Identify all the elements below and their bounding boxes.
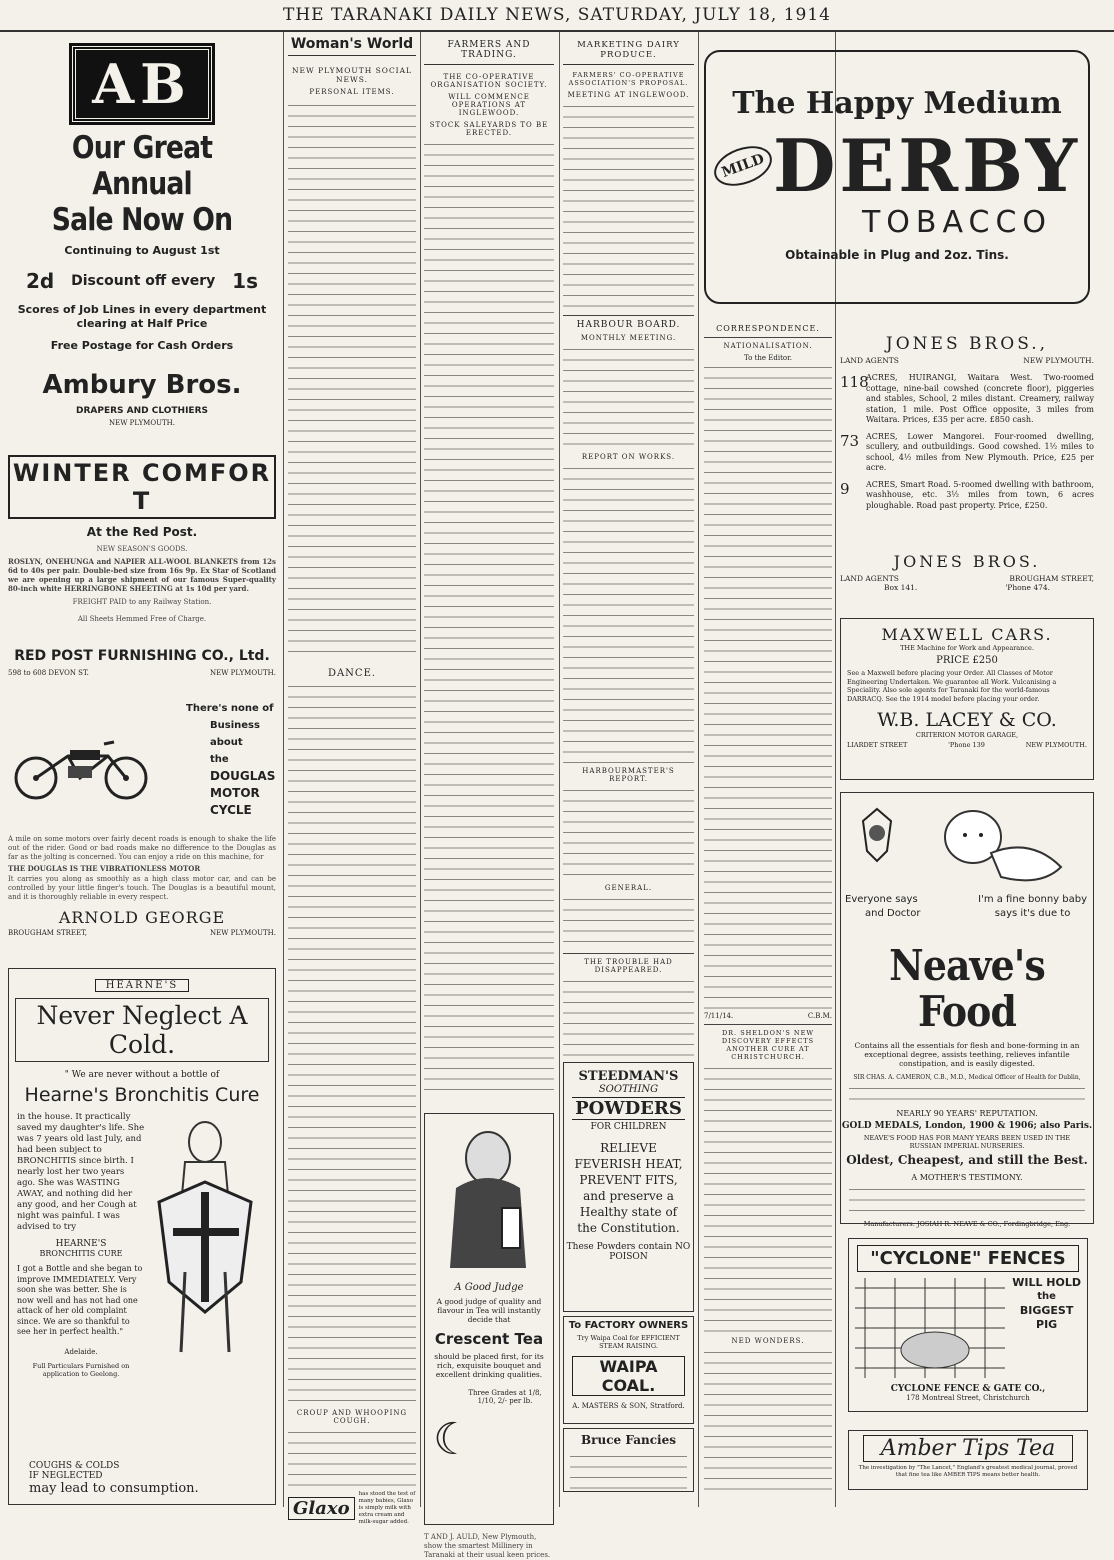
hearne-warning-2: IF NEGLECTED bbox=[29, 1471, 103, 1481]
steedman-soothing: SOOTHING bbox=[598, 1084, 659, 1095]
subheading: WILL COMMENCE OPERATIONS AT INGLEWOOD. bbox=[448, 93, 530, 117]
subheading: NED WONDERS. bbox=[731, 1337, 805, 1345]
correspondence-column bbox=[704, 320, 832, 1508]
jones-listing bbox=[840, 480, 1094, 512]
derby-title: The Happy Medium bbox=[732, 86, 1062, 121]
jones-listing-text: ACRES, HUIRANGI, Waitara West. Two-roomed cottage, nine-bail cowshed (concrete floor), piggeries and stables, School, 2 miles distant. Creamery, railway station, 1 mile. Post Office opposite, 3 miles from Waitara. Prices, £35 per acre. £850 cash. bbox=[866, 373, 1094, 424]
subheading: CROUP AND WHOOPING COUGH. bbox=[296, 1409, 408, 1425]
hearne-warning-3: may lead to consumption. bbox=[29, 1481, 199, 1496]
steedman-no-poison: These Powders contain NO POISON bbox=[566, 1242, 691, 1262]
hearne-testimony: in the house. It practically saved my daughter's life. She was 7 years old last July, and had been subject to BRONCHITIS since birth. I nearly lost her two years ago. She was WASTING AWAY, and nothing did her any good, and her Cough at night was painful. I was advised to try bbox=[17, 1112, 145, 1232]
jones-listings bbox=[840, 373, 1094, 511]
lacey-garage: CRITERION MOTOR GARAGE, bbox=[915, 731, 1019, 739]
subheading: DR. SHELDON'S NEW DISCOVERY EFFECTS ANOTHER CURE AT CHRISTCHURCH. bbox=[721, 1029, 815, 1061]
jones-agents: LAND AGENTS bbox=[840, 356, 899, 365]
bruce-advert bbox=[563, 1428, 694, 1492]
article-body bbox=[563, 344, 694, 449]
neave-gold: GOLD MEDALS, London, 1900 & 1906; also Paris. bbox=[841, 1121, 1093, 1131]
neave-nursery: NEAVE'S FOOD HAS FOR MANY YEARS BEEN USED IN THE RUSSIAN IMPERIAL NURSERIES. bbox=[863, 1134, 1071, 1150]
subheading: MONTHLY MEETING. bbox=[580, 334, 677, 342]
hearne-testimony-2: I got a Bottle and she began to improve IMMEDIATELY. Very soon she was better. She is now well and has not had one attack of her old complaint since. We are so thankful to see her in perfect health." bbox=[17, 1264, 143, 1336]
neave-body: Contains all the essentials for flesh and bone-forming in an exceptional degree, assists teething, relieves infantile constipation, and is easily digested. bbox=[854, 1041, 1080, 1068]
ambury-advert bbox=[8, 38, 276, 448]
ab-logo: AB bbox=[72, 46, 212, 122]
marketing-column bbox=[563, 36, 694, 1508]
subheading: GENERAL. bbox=[604, 884, 653, 892]
subheading: HARBOUR BOARD. bbox=[576, 320, 681, 330]
subheading: STOCK SALEYARDS TO BE ERECTED. bbox=[429, 121, 549, 137]
article-body bbox=[704, 1063, 832, 1333]
knight-shield-icon bbox=[145, 1112, 265, 1362]
ab-discount bbox=[26, 269, 258, 293]
redpost-sub: At the Red Post. bbox=[86, 525, 198, 539]
motorcycle-icon bbox=[8, 722, 158, 802]
lacey-firm: W.B. LACEY & CO. bbox=[877, 709, 1057, 731]
judge-body: A good judge of quality and flavour in Tea will instantly decide that bbox=[436, 1297, 542, 1324]
douglas-brand: DOUGLAS bbox=[210, 769, 276, 783]
ab-continuing: Continuing to August 1st bbox=[64, 244, 220, 257]
douglas-line-3: the bbox=[210, 754, 229, 765]
royal-crest-icon bbox=[847, 801, 907, 881]
ab-discount-amount: 2d bbox=[26, 269, 55, 293]
jones-box: Box 141. bbox=[883, 583, 918, 592]
redpost-headline: WINTER COMFOR T bbox=[8, 455, 276, 519]
jones-town: NEW PLYMOUTH. bbox=[1023, 356, 1094, 365]
subheading: DANCE. bbox=[327, 668, 377, 679]
column-title: MARKETING DAIRY PRODUCE. bbox=[563, 40, 694, 65]
neave-mother: A MOTHER'S TESTIMONY. bbox=[911, 1173, 1023, 1182]
hearne-product: Hearne's Bronchitis Cure bbox=[24, 1084, 260, 1106]
redpost-firm: RED POST FURNISHING CO., Ltd. bbox=[14, 648, 270, 664]
ab-discount-text: Discount off every bbox=[71, 273, 216, 289]
jones-listing-text: ACRES, Smart Road. 5-roomed dwelling with bathroom, washhouse, etc. 3½ miles from town, 6 acres ploughable. Road past property. Price, £250. bbox=[866, 479, 1094, 510]
article-body bbox=[563, 785, 694, 880]
maxwell-title: MAXWELL CARS. bbox=[881, 625, 1053, 644]
neave-says-1: Everyone says bbox=[845, 894, 918, 905]
column-title: CORRESPONDENCE. bbox=[716, 324, 820, 333]
maxwell-sub: THE Machine for Work and Appearance. bbox=[900, 644, 1034, 652]
redpost-freight: FREIGHT PAID to any Railway Station. bbox=[72, 598, 212, 606]
redpost-advert bbox=[8, 455, 276, 690]
derby-brand: DERBY bbox=[772, 123, 1082, 208]
douglas-brand-2: MOTOR bbox=[210, 786, 260, 800]
fence-icon bbox=[855, 1278, 1005, 1378]
lacey-phone: 'Phone 139 bbox=[948, 741, 985, 749]
redpost-address: 598 to 608 DEVON ST. bbox=[8, 669, 89, 677]
letter-sign: C.B.M. bbox=[807, 1012, 832, 1020]
crescent-grades: Three Grades at 1/8, 1/10, 2/- per lb. bbox=[468, 1389, 542, 1405]
neave-baby-2: says it's due to bbox=[994, 908, 1071, 919]
redpost-address-row bbox=[8, 669, 276, 677]
steedman-brand: STEEDMAN'S bbox=[578, 1069, 679, 1084]
hearne-headline: Never Neglect A Cold. bbox=[15, 998, 269, 1062]
subheading: FARMERS' CO-OPERATIVE ASSOCIATION'S PROPOSAL. bbox=[568, 71, 689, 87]
article-body bbox=[563, 976, 694, 1056]
ab-headline-2: Sale Now On bbox=[51, 202, 233, 238]
jones-agents-2: LAND AGENTS bbox=[840, 574, 899, 583]
waipa-coal-advert bbox=[563, 1316, 694, 1424]
article-body bbox=[704, 1347, 832, 1492]
douglas-intro: There's none of bbox=[186, 703, 274, 714]
cyclone-firm: CYCLONE FENCE & GATE CO., bbox=[890, 1384, 1046, 1394]
waipa-body: Try Waipa Coal for EFFICIENT STEAM RAISING. bbox=[577, 1334, 680, 1350]
womans-world-column bbox=[288, 36, 416, 1525]
judge-icon bbox=[426, 1118, 552, 1278]
glaxo-logo: Glaxo bbox=[288, 1497, 355, 1520]
subheading: PERSONAL ITEMS. bbox=[309, 88, 395, 96]
subheading: MEETING AT INGLEWOOD. bbox=[567, 91, 690, 99]
maxwell-price: PRICE £250 bbox=[936, 655, 998, 666]
auld-notice: T AND J. AULD, New Plymouth, show the smartest Millinery in Taranaki at their usual keen prices. bbox=[424, 1533, 551, 1559]
cyclone-hold-3: BIGGEST bbox=[1019, 1304, 1074, 1317]
redpost-sheets: All Sheets Hemmed Free of Charge. bbox=[77, 615, 207, 623]
hearne-place: Adelaide. bbox=[64, 1347, 98, 1356]
ab-trade: DRAPERS AND CLOTHIERS bbox=[75, 406, 208, 416]
article-body bbox=[563, 894, 694, 949]
jones-listing-text: ACRES, Lower Mangorei. Four-roomed dwelling, scullery, and outbuildings. Good cowshed. 1½ miles to school, 4½ miles from New Plymouth. Price, £25 per acre. bbox=[866, 431, 1094, 472]
bruce-brand: Bruce Fancies bbox=[581, 1433, 676, 1447]
jones-listing-number: 118 bbox=[840, 373, 869, 391]
amber-tips-advert bbox=[848, 1430, 1088, 1490]
neave-doctor: SIR CHAS. A. CAMERON, C.B., M.D., Medical Officer of Health for Dublin, bbox=[853, 1074, 1081, 1081]
glaxo-note: has stood the test of many babies, Glaxo is simply milk with extra cream and milk-sugar added. bbox=[358, 1491, 416, 1525]
cyclone-address: 178 Montreal Street, Christchurch bbox=[906, 1394, 1030, 1402]
hearne-brand: HEARNE'S bbox=[95, 979, 189, 992]
ab-headline-1: Our Great Annual bbox=[71, 130, 213, 202]
masthead: THE TARANAKI DAILY NEWS, SATURDAY, JULY 18, 1914 bbox=[0, 0, 1114, 32]
derby-mild-badge: MILD bbox=[709, 139, 778, 193]
douglas-body-2: It carries you along as smoothly as a high class motor car, and can be controlled by your little finger's touch. The Douglas is a beautiful mount, and it is thoroughly reliable in every respect. bbox=[8, 875, 276, 901]
maxwell-body: See a Maxwell before placing your Order. All Classes of Motor Engineering Undertaken. We guarantee all Work. Vulcanising a Speciality. Also sole agents for Taranaki for the world-famous DARRACQ. See the 1914 model before placing your order. bbox=[847, 669, 1057, 703]
amber-title: Amber Tips Tea bbox=[863, 1435, 1073, 1462]
cyclone-hold-4: PIG bbox=[1036, 1318, 1058, 1331]
redpost-town: NEW PLYMOUTH. bbox=[210, 669, 276, 677]
column-title: FARMERS AND TRADING. bbox=[424, 40, 554, 65]
subheading: HARBOURMASTER'S REPORT. bbox=[582, 767, 675, 783]
jones-title: JONES BROS., bbox=[885, 334, 1049, 354]
steedman-relieve: RELIEVE FEVERISH HEAT, PREVENT FITS, and preserve a Healthy state of the Constitution. bbox=[574, 1141, 683, 1235]
maxwell-advert bbox=[840, 618, 1094, 780]
article-body bbox=[288, 681, 416, 1401]
jones-listing-number: 73 bbox=[840, 431, 860, 450]
douglas-brand-3: CYCLE bbox=[210, 803, 252, 817]
waipa-agent: A. MASTERS & SON, Stratford. bbox=[572, 1402, 685, 1410]
crescent-brand: Crescent Tea bbox=[434, 1330, 544, 1348]
neave-baby-1: I'm a fine bonny baby bbox=[978, 894, 1087, 905]
subheading: NATIONALISATION. bbox=[723, 342, 813, 350]
waipa-brand: WAIPA COAL. bbox=[572, 1356, 685, 1396]
steedman-children: FOR CHILDREN bbox=[590, 1122, 667, 1132]
hearne-warning-1: COUGHS & COLDS bbox=[29, 1461, 120, 1471]
article-body bbox=[563, 463, 694, 763]
subheading: THE TROUBLE HAD DISAPPEARED. bbox=[584, 958, 673, 974]
to-editor: To the Editor. bbox=[744, 354, 792, 362]
ab-town: NEW PLYMOUTH. bbox=[109, 419, 175, 427]
lacey-town: NEW PLYMOUTH. bbox=[1025, 741, 1087, 749]
knight-illustration bbox=[145, 1112, 265, 1362]
redpost-season: NEW SEASON'S GOODS. bbox=[96, 545, 188, 553]
douglas-line-2: Business about bbox=[210, 720, 260, 748]
neave-oldest: Oldest, Cheapest, and still the Best. bbox=[846, 1153, 1088, 1167]
hearne-advert bbox=[8, 968, 276, 1505]
crescent-tea-advert bbox=[424, 1113, 554, 1525]
jones-street: BROUGHAM STREET, bbox=[1009, 574, 1094, 583]
douglas-town: NEW PLYMOUTH. bbox=[210, 929, 276, 937]
letter-date: 7/11/14. bbox=[704, 1012, 734, 1020]
article-body bbox=[704, 362, 832, 1012]
neave-maker: Manufacturers: JOSIAH R. NEAVE & CO., Fordingbridge, Eng. bbox=[863, 1220, 1071, 1228]
motorcycle-illustration bbox=[8, 722, 158, 802]
subheading: NEW PLYMOUTH SOCIAL NEWS. bbox=[291, 66, 413, 84]
cyclone-advert bbox=[848, 1238, 1088, 1412]
column-rule bbox=[283, 32, 284, 1507]
steedman-powders: POWDERS bbox=[572, 1097, 685, 1120]
subheading: THE CO-OPERATIVE ORGANISATION SOCIETY. bbox=[430, 73, 548, 89]
douglas-street: BROUGHAM STREET, bbox=[8, 929, 88, 937]
crescent-moon-icon: ☾ bbox=[433, 1414, 473, 1465]
hearne-label-1: HEARNE'S bbox=[55, 1239, 107, 1249]
column-rule bbox=[698, 32, 699, 1507]
article-body bbox=[563, 101, 694, 311]
column-rule bbox=[420, 32, 421, 1507]
judge-headline: A Good Judge bbox=[454, 1282, 524, 1293]
farmers-column bbox=[424, 36, 554, 1559]
ab-postage: Free Postage for Cash Orders bbox=[50, 339, 234, 352]
derby-tobacco: TOBACCO bbox=[861, 205, 1053, 240]
steedman-advert bbox=[563, 1062, 694, 1312]
neave-brand: Neave's Food bbox=[889, 941, 1045, 1036]
cyclone-title: "CYCLONE" FENCES bbox=[857, 1245, 1079, 1272]
baby-icon bbox=[931, 797, 1081, 907]
amber-body: The investigation by "The Lancet," England's greatest medical journal, proved that fine tea like AMBER TIPS means better health. bbox=[858, 1465, 1078, 1478]
cyclone-hold-1: WILL HOLD bbox=[1012, 1276, 1081, 1289]
column-rule bbox=[559, 32, 560, 1507]
hearne-label-2: BRONCHITIS CURE bbox=[39, 1249, 123, 1258]
cyclone-hold-2: the bbox=[1037, 1291, 1056, 1302]
derby-advert bbox=[704, 50, 1090, 304]
redpost-goods: ROSLYN, ONEHUNGA and NAPIER ALL-WOOL BLANKETS from 12s 6d to 40s per pair. Double-bed size from 16s 9p. Ex Star of Scotland we are opening up a large shipment of our famous Super-quality 80-inch white HERRINGBONE SHEETING at 1s 10d per yard. bbox=[8, 557, 276, 593]
neave-says-2: and Doctor bbox=[865, 908, 921, 919]
article-body bbox=[288, 100, 416, 660]
jones-listing bbox=[840, 373, 1094, 426]
douglas-vibrationless: THE DOUGLAS IS THE VIBRATIONLESS MOTOR bbox=[8, 864, 201, 873]
hearne-fine-print: Full Particulars Furnished on application to Geelong. bbox=[32, 1361, 130, 1378]
lacey-street: LIARDET STREET bbox=[847, 741, 908, 749]
ab-discount-unit: 1s bbox=[232, 269, 258, 293]
hearne-quote: " We are never without a bottle of bbox=[64, 1070, 220, 1080]
article-body bbox=[424, 139, 554, 1099]
jones-title-2: JONES BROS. bbox=[893, 552, 1041, 571]
subheading: REPORT ON WORKS. bbox=[581, 453, 676, 461]
jones-listing bbox=[840, 432, 1094, 474]
waipa-headline: To FACTORY OWNERS bbox=[568, 1320, 689, 1331]
jones-advert bbox=[840, 334, 1094, 539]
article-body bbox=[288, 1427, 416, 1487]
neave-reputation: NEARLY 90 YEARS' REPUTATION. bbox=[896, 1109, 1038, 1118]
jones-advert-2 bbox=[840, 552, 1094, 604]
douglas-advert bbox=[8, 700, 276, 962]
ab-scores: Scores of Job Lines in every department clearing at Half Price bbox=[17, 303, 267, 330]
column-title: Woman's World bbox=[288, 36, 416, 56]
crescent-body: should be placed first, for its rich, exquisite bouquet and excellent drinking qualities. bbox=[434, 1352, 544, 1379]
jones-phone: 'Phone 474. bbox=[1005, 583, 1051, 592]
jones-listing-number: 9 bbox=[840, 479, 850, 498]
derby-obtain: Obtainable in Plug and 2oz. Tins. bbox=[785, 248, 1009, 262]
neave-advert bbox=[840, 792, 1094, 1228]
douglas-dealer: ARNOLD GEORGE bbox=[58, 908, 226, 927]
ab-firm: Ambury Bros. bbox=[42, 370, 242, 400]
douglas-body: A mile on some motors over fairly decent roads is enough to shake the life out of the rider. Good or bad roads make no difference to the Douglas as far as the jolting is concerned. You can enjoy a ride on this machine, for bbox=[8, 835, 276, 861]
